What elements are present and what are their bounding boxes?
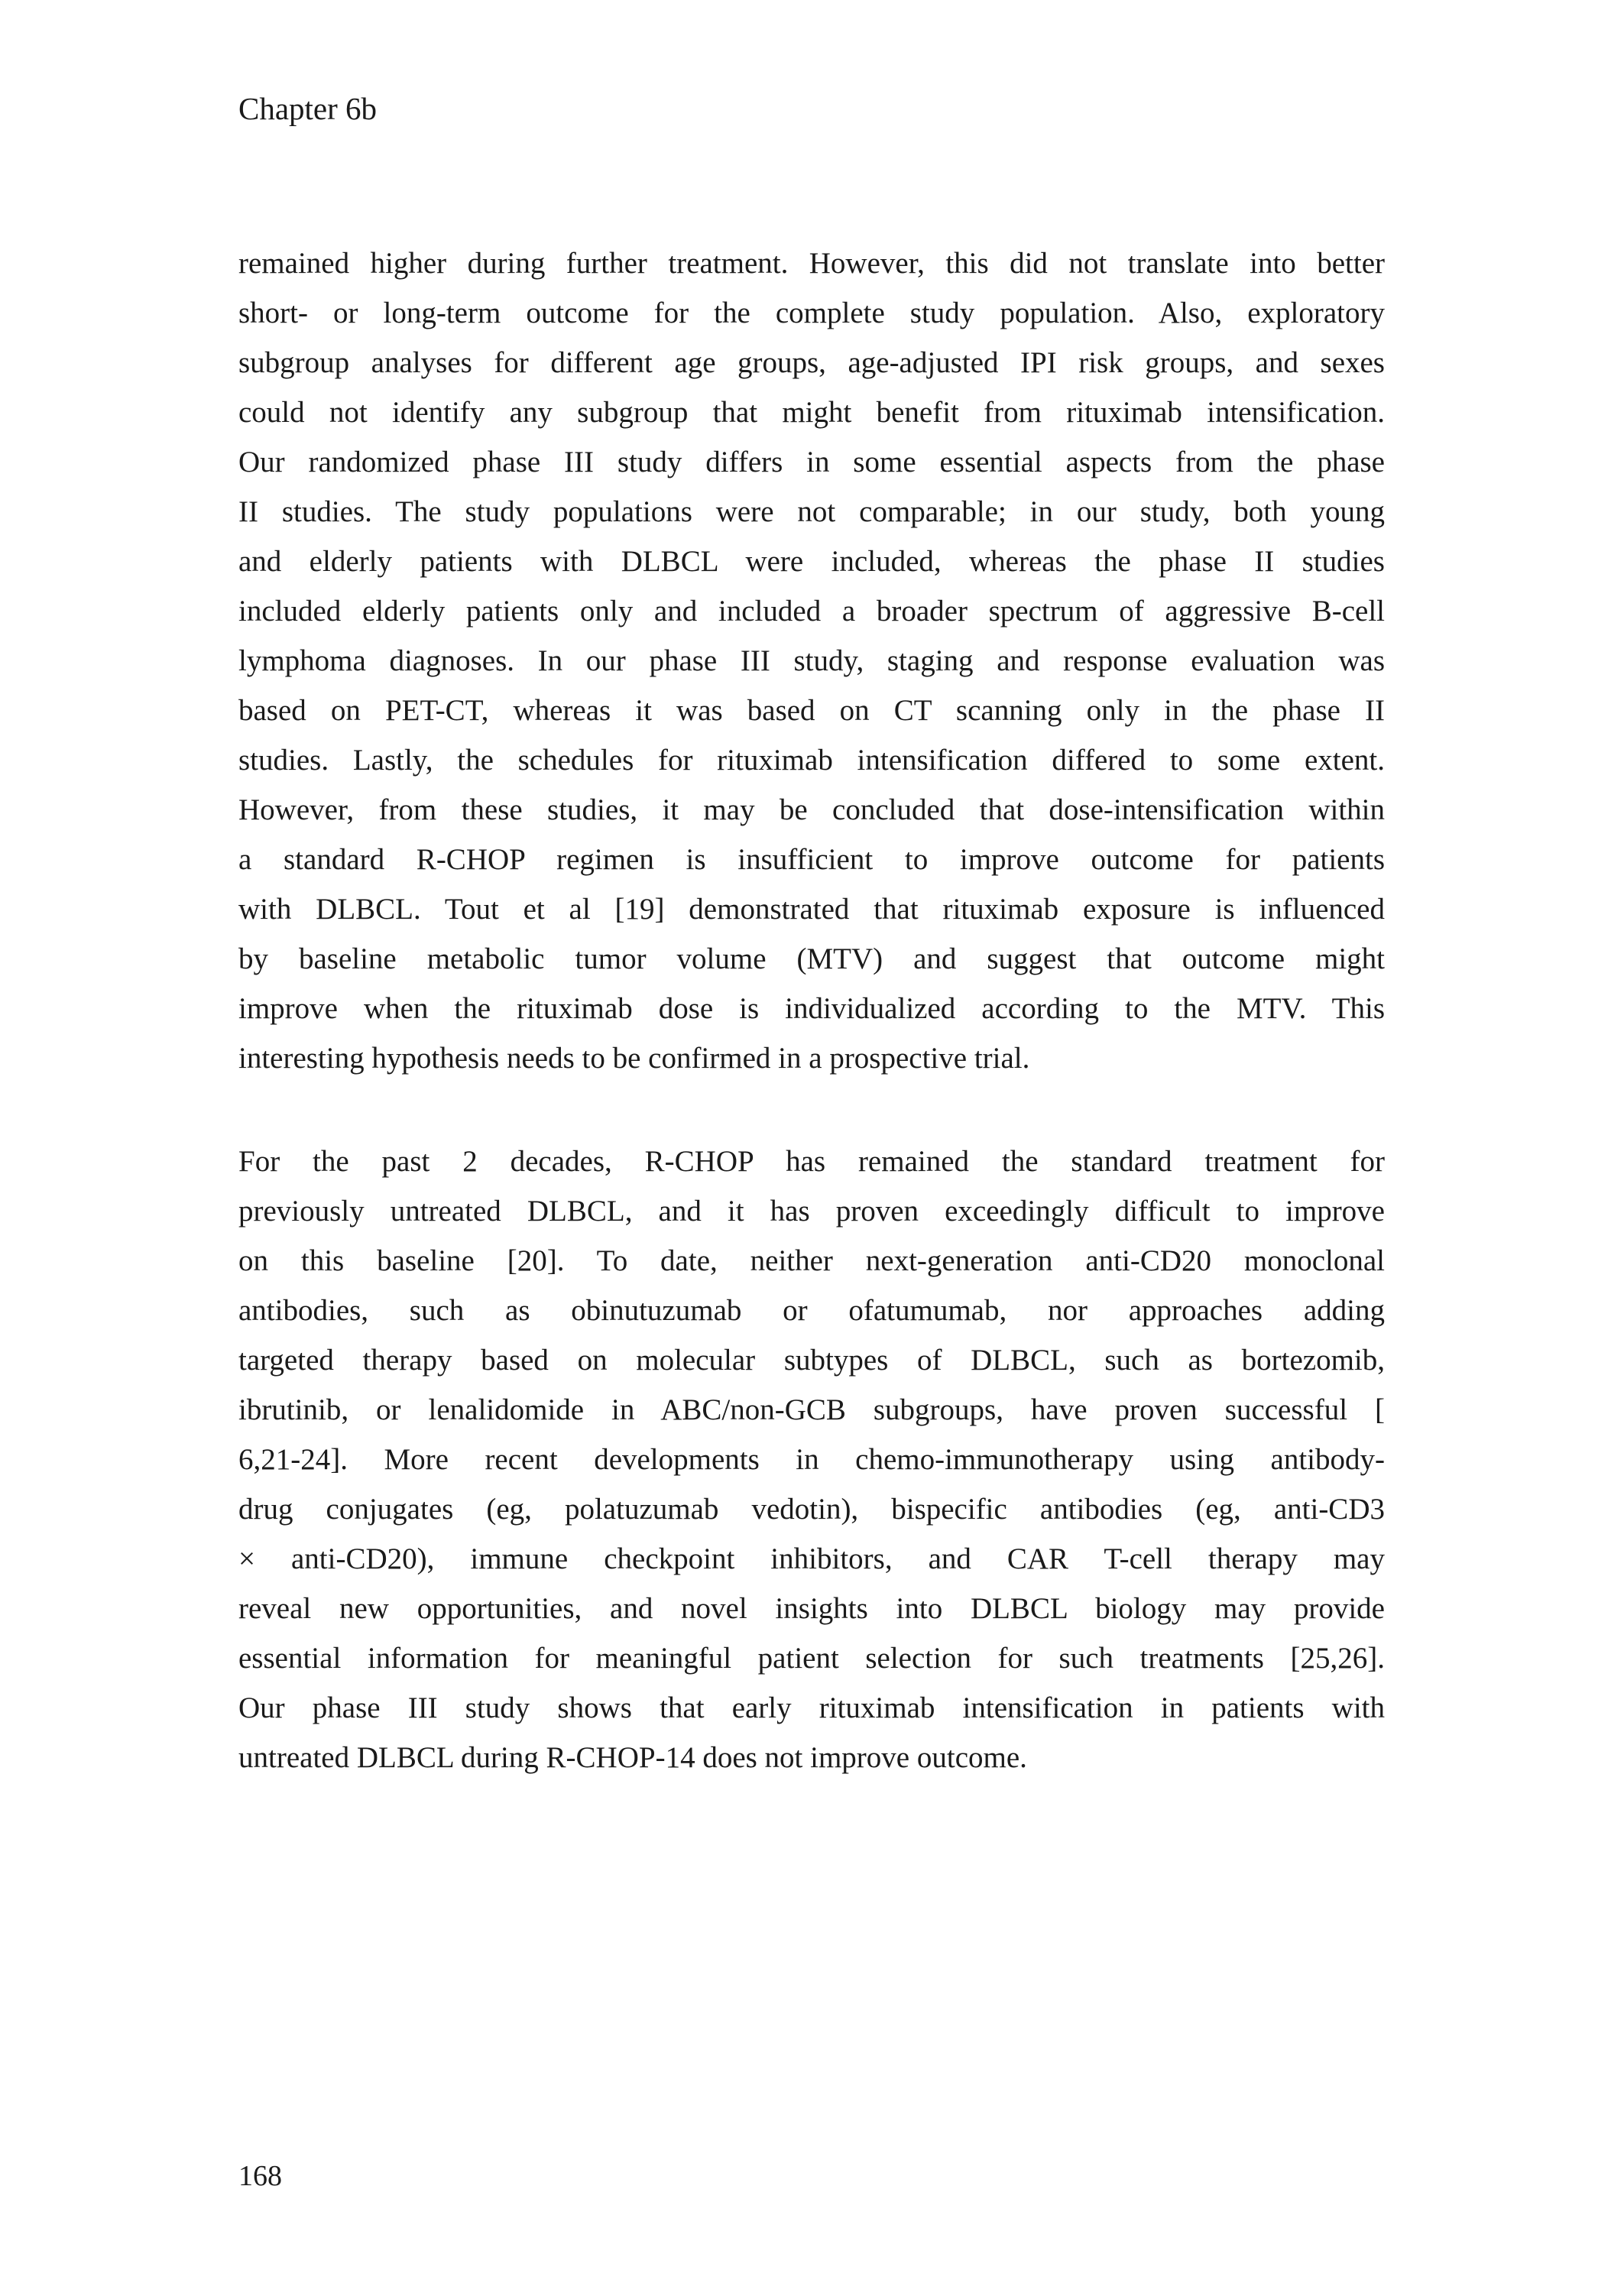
page-number: 168 (238, 2160, 282, 2192)
text-line: based on PET-CT, whereas it was based on CT scanning only in the phase II (238, 694, 1385, 727)
text-line: Our phase III study shows that early rituximab intensification in patients with (238, 1691, 1385, 1724)
text-line: interesting hypothesis needs to be confirmed in a prospective trial. (238, 1042, 1030, 1075)
text-line: and elderly patients with DLBCL were included, whereas the phase II studies (238, 545, 1385, 578)
text-line: × anti-CD20), immune checkpoint inhibitors, and CAR T-cell therapy may (238, 1542, 1385, 1575)
paragraph (238, 1137, 1385, 1782)
text-line: 6,21-24]. More recent developments in chemo-immunotherapy using antibody- (238, 1443, 1385, 1476)
text-line: antibodies, such as obinutuzumab or ofatumumab, nor approaches adding (238, 1294, 1385, 1327)
text-line: included elderly patients only and included a broader spectrum of aggressive B-cell (238, 595, 1385, 628)
text-line: by baseline metabolic tumor volume (MTV) and suggest that outcome might (238, 942, 1385, 975)
text-line: with DLBCL. Tout et al [19] demonstrated that rituximab exposure is influenced (238, 893, 1385, 926)
running-header: Chapter 6b (238, 91, 378, 126)
text-line: remained higher during further treatment. However, this did not translate into better (238, 247, 1385, 280)
paragraph (238, 238, 1385, 1083)
text-line: II studies. The study populations were not comparable; in our study, both young (238, 495, 1385, 528)
text-line: targeted therapy based on molecular subtypes of DLBCL, such as bortezomib, (238, 1344, 1385, 1377)
text-line: on this baseline [20]. To date, neither next-generation anti-CD20 monoclonal (238, 1244, 1385, 1277)
text-line: ibrutinib, or lenalidomide in ABC/non-GCB subgroups, have proven successful [ (238, 1393, 1385, 1426)
text-line: For the past 2 decades, R-CHOP has remained the standard treatment for (238, 1145, 1385, 1178)
text-line: could not identify any subgroup that might benefit from rituximab intensification. (238, 396, 1385, 429)
text-line: essential information for meaningful patient selection for such treatments [25,26]. (238, 1642, 1385, 1675)
text-line: untreated DLBCL during R-CHOP-14 does not improve outcome. (238, 1741, 1027, 1774)
text-line: drug conjugates (eg, polatuzumab vedotin), bispecific antibodies (eg, anti-CD3 (238, 1493, 1385, 1526)
text-line: previously untreated DLBCL, and it has proven exceedingly difficult to improve (238, 1195, 1385, 1228)
text-line: Our randomized phase III study differs in some essential aspects from the phase (238, 446, 1385, 478)
text-line: improve when the rituximab dose is individualized according to the MTV. This (238, 992, 1385, 1025)
text-line: However, from these studies, it may be concluded that dose-intensification within (238, 793, 1385, 826)
text-line: subgroup analyses for different age groups, age-adjusted IPI risk groups, and sexes (238, 346, 1385, 379)
text-line: studies. Lastly, the schedules for rituximab intensification differed to some extent. (238, 744, 1385, 777)
body-text (238, 238, 1385, 1782)
text-line: short- or long-term outcome for the complete study population. Also, exploratory (238, 297, 1385, 329)
text-line: lymphoma diagnoses. In our phase III study, staging and response evaluation was (238, 644, 1385, 677)
text-line: reveal new opportunities, and novel insights into DLBCL biology may provide (238, 1592, 1385, 1625)
text-line: a standard R-CHOP regimen is insufficient to improve outcome for patients (238, 843, 1385, 876)
